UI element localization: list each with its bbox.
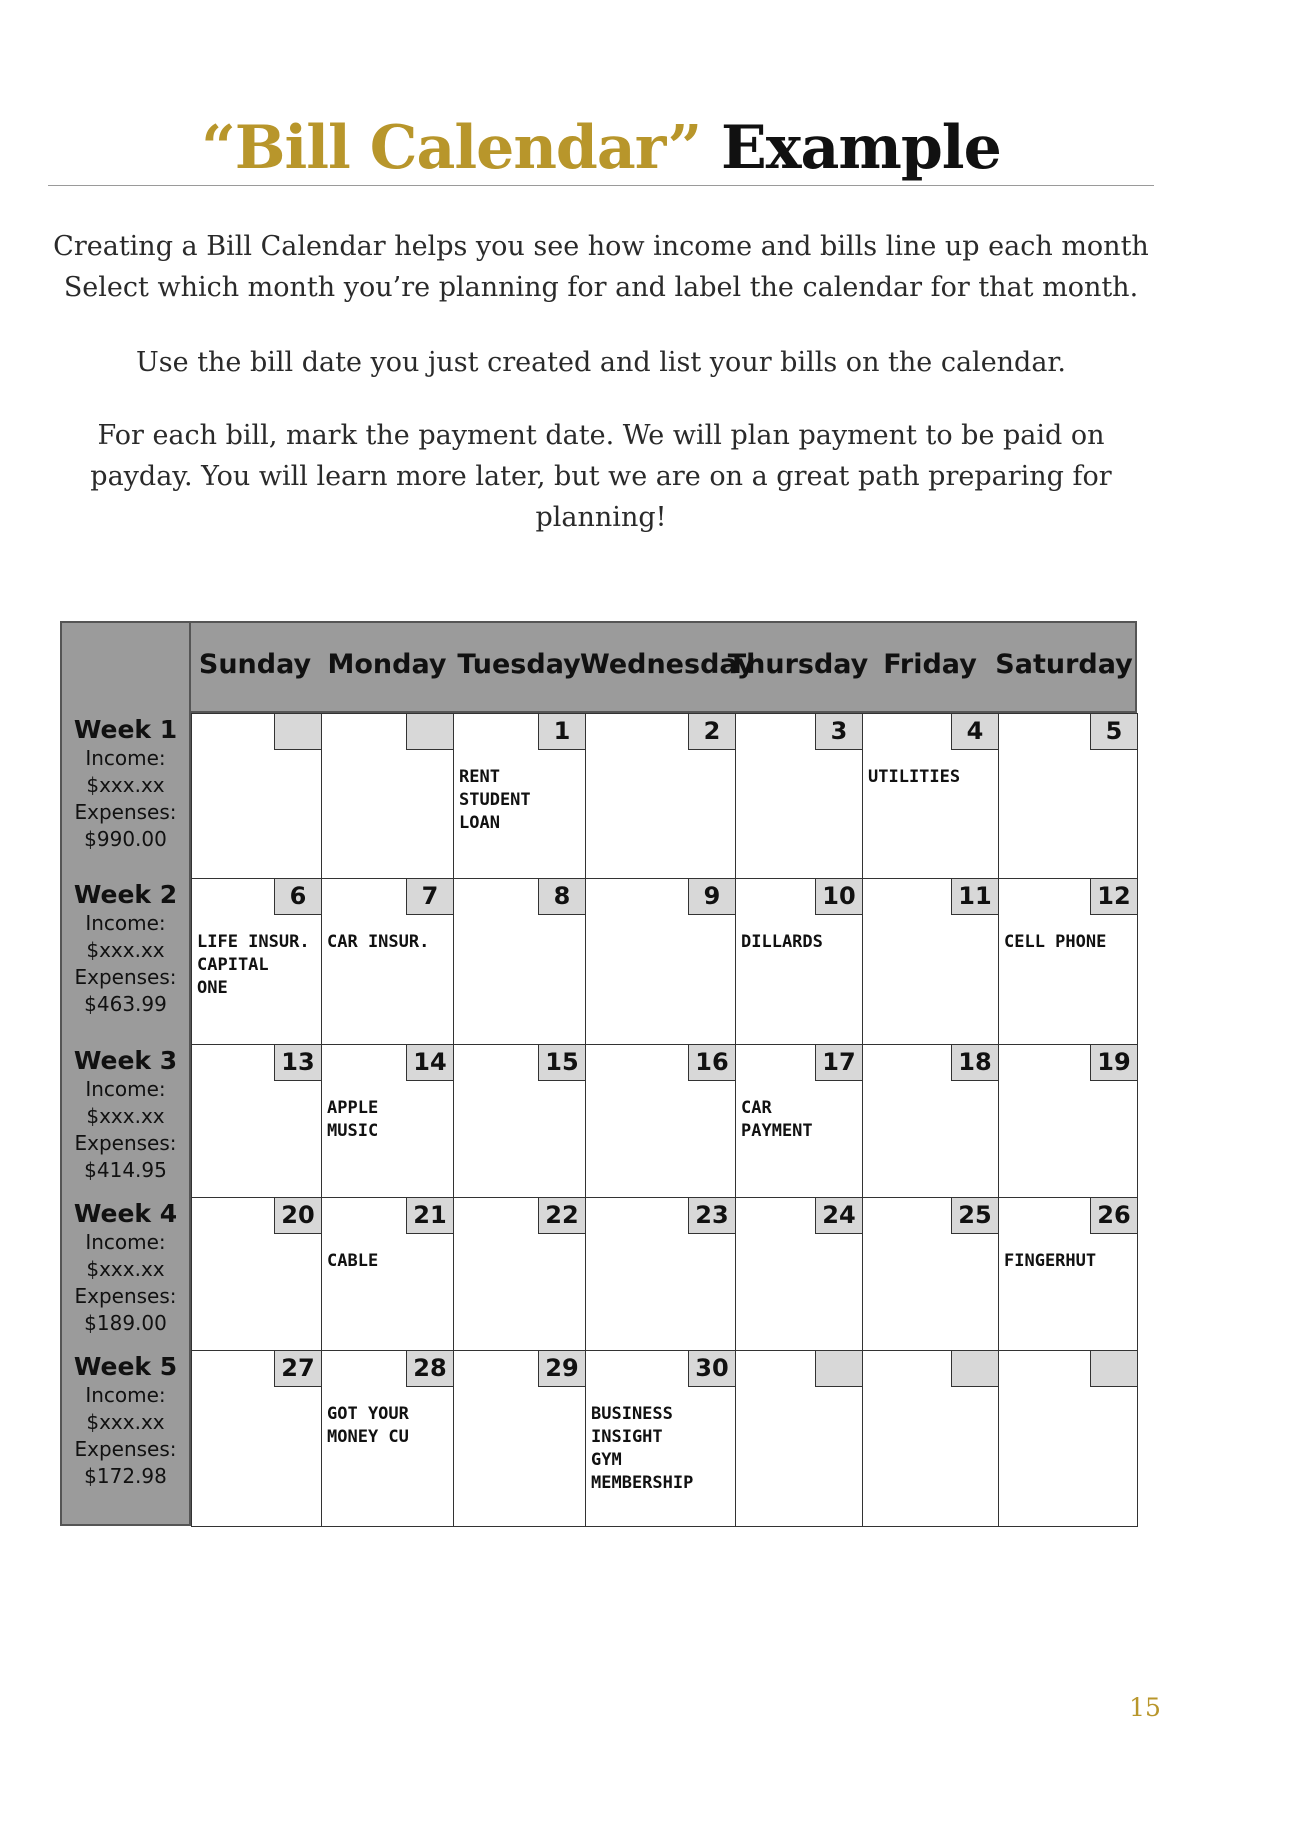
date-number: 24 — [815, 1198, 862, 1234]
day-header-2: Tuesday — [457, 649, 581, 680]
calendar-day-cell — [998, 1197, 1138, 1351]
bill-label: CAR INSUR. — [327, 932, 430, 952]
calendar-day-cell — [862, 878, 999, 1045]
income-value: $xxx.xx — [86, 938, 165, 962]
date-number: 25 — [951, 1198, 998, 1234]
income-label: Income: — [85, 911, 166, 935]
calendar-day-cell — [862, 1197, 999, 1351]
calendar-day-cell — [191, 878, 322, 1045]
week-label: Week 3 — [73, 1046, 178, 1075]
expenses-value: $414.95 — [84, 1158, 167, 1182]
calendar-day-cell — [321, 1044, 454, 1198]
day-header-5: Friday — [883, 649, 977, 680]
expenses-label: Expenses: — [74, 1131, 177, 1155]
date-number: 19 — [1090, 1045, 1137, 1081]
intro-paragraph-1-line-1: Creating a Bill Calendar helps you see how income and bills line up each month — [53, 231, 1149, 262]
title-rest: Example — [701, 113, 1001, 183]
calendar-day-cell — [453, 1350, 586, 1527]
income-value: $xxx.xx — [86, 1104, 165, 1128]
calendar-day-cell — [735, 713, 863, 879]
date-number: 5 — [1090, 714, 1137, 750]
date-number: 4 — [951, 714, 998, 750]
date-number: 17 — [815, 1045, 862, 1081]
date-number: 10 — [815, 879, 862, 915]
date-number: 28 — [406, 1351, 453, 1387]
date-number: 21 — [406, 1198, 453, 1234]
date-number — [815, 1351, 862, 1387]
bill-calendar — [60, 621, 1137, 1526]
bill-label: GOT YOUR MONEY CU — [327, 1404, 409, 1447]
calendar-day-cell — [735, 878, 863, 1045]
day-header-1: Monday — [327, 649, 447, 680]
bill-label: FINGERHUT — [1004, 1251, 1097, 1271]
intro-paragraph-2: Use the bill date you just created and list your bills on the calendar. — [136, 347, 1066, 378]
title-divider — [48, 185, 1154, 186]
date-number: 26 — [1090, 1198, 1137, 1234]
week-summary — [60, 1046, 191, 1184]
bill-label: LIFE INSUR. CAPITAL ONE — [197, 932, 310, 998]
week-label: Week 5 — [73, 1352, 178, 1381]
calendar-day-cell — [191, 1350, 322, 1527]
calendar-day-cell — [585, 878, 736, 1045]
bill-label: DILLARDS — [741, 932, 823, 952]
intro-paragraph-3: For each bill, mark the payment date. We will plan payment to be paid on payday. You will learn more later, but we are on a great path preparing for planning! — [90, 420, 1112, 533]
week-summary — [60, 880, 191, 1018]
calendar-day-cell — [998, 1350, 1138, 1527]
income-label: Income: — [85, 1383, 166, 1407]
date-number: 7 — [406, 879, 453, 915]
date-number: 20 — [274, 1198, 321, 1234]
calendar-day-cell — [191, 713, 322, 879]
date-number: 30 — [688, 1351, 735, 1387]
income-label: Income: — [85, 1230, 166, 1254]
expenses-label: Expenses: — [74, 800, 177, 824]
week-summary — [60, 1352, 191, 1490]
calendar-day-cell — [191, 1197, 322, 1351]
date-number: 27 — [274, 1351, 321, 1387]
expenses-value: $172.98 — [84, 1464, 167, 1488]
calendar-day-cell — [453, 713, 586, 879]
income-label: Income: — [85, 746, 166, 770]
bill-label: CELL PHONE — [1004, 932, 1107, 952]
calendar-day-cell — [453, 1044, 586, 1198]
date-number: 15 — [538, 1045, 585, 1081]
calendar-day-cell — [735, 1044, 863, 1198]
date-number: 6 — [274, 879, 321, 915]
calendar-day-cell — [585, 1197, 736, 1351]
week-label: Week 4 — [73, 1199, 178, 1228]
calendar-day-cell — [862, 713, 999, 879]
date-number — [274, 714, 321, 750]
day-header-3: Wednesday — [580, 649, 755, 680]
week-label: Week 1 — [73, 715, 178, 744]
date-number: 13 — [274, 1045, 321, 1081]
date-number: 18 — [951, 1045, 998, 1081]
calendar-day-cell — [585, 1350, 736, 1527]
date-number: 23 — [688, 1198, 735, 1234]
page-title — [48, 112, 1154, 184]
date-number — [406, 714, 453, 750]
date-number: 16 — [688, 1045, 735, 1081]
expenses-value: $990.00 — [84, 827, 167, 851]
calendar-day-cell — [321, 1197, 454, 1351]
calendar-day-cell — [862, 1044, 999, 1198]
page-number: 15 — [1129, 1693, 1161, 1722]
calendar-day-cell — [321, 878, 454, 1045]
date-number: 8 — [538, 879, 585, 915]
date-number: 2 — [688, 714, 735, 750]
date-number: 11 — [951, 879, 998, 915]
expenses-value: $463.99 — [84, 992, 167, 1016]
day-header-0: Sunday — [198, 649, 312, 680]
title-highlight: Bill Calendar — [234, 113, 668, 183]
calendar-day-cell — [321, 1350, 454, 1527]
date-number — [951, 1351, 998, 1387]
calendar-day-cell — [321, 713, 454, 879]
day-header-4: Thursday — [727, 649, 869, 680]
calendar-day-cell — [585, 1044, 736, 1198]
intro-paragraph-1 — [48, 226, 1154, 308]
title-close-quote: ” — [667, 113, 702, 183]
week-summary — [60, 715, 191, 853]
date-number: 1 — [538, 714, 585, 750]
income-value: $xxx.xx — [86, 1410, 165, 1434]
income-value: $xxx.xx — [86, 773, 165, 797]
week-summary — [60, 1199, 191, 1337]
expenses-label: Expenses: — [74, 1437, 177, 1461]
calendar-day-cell — [998, 1044, 1138, 1198]
bill-label: APPLE MUSIC — [327, 1098, 379, 1141]
expenses-value: $189.00 — [84, 1311, 167, 1335]
bill-label: BUSINESS INSIGHT GYM MEMBERSHIP — [591, 1404, 694, 1493]
calendar-day-cell — [735, 1350, 863, 1527]
bill-label: UTILITIES — [868, 767, 961, 787]
income-value: $xxx.xx — [86, 1257, 165, 1281]
calendar-day-cell — [735, 1197, 863, 1351]
calendar-day-cell — [191, 1044, 322, 1198]
date-number: 12 — [1090, 879, 1137, 915]
date-number: 29 — [538, 1351, 585, 1387]
intro-paragraph-1-line-2: Select which month you’re planning for and label the calendar for that month. — [63, 272, 1139, 303]
bill-label: CABLE — [327, 1251, 379, 1271]
date-number: 22 — [538, 1198, 585, 1234]
bill-label: CAR PAYMENT — [741, 1098, 813, 1141]
week-label: Week 2 — [73, 880, 178, 909]
date-number: 3 — [815, 714, 862, 750]
calendar-day-cell — [998, 878, 1138, 1045]
calendar-day-cell — [998, 713, 1138, 879]
calendar-day-cell — [585, 713, 736, 879]
expenses-label: Expenses: — [74, 1284, 177, 1308]
date-number — [1090, 1351, 1137, 1387]
date-number: 14 — [406, 1045, 453, 1081]
calendar-day-cell — [453, 878, 586, 1045]
expenses-label: Expenses: — [74, 965, 177, 989]
day-header-6: Saturday — [995, 649, 1133, 680]
title-open-quote: “ — [201, 113, 235, 183]
date-number: 9 — [688, 879, 735, 915]
bill-label: RENT STUDENT LOAN — [459, 767, 531, 833]
calendar-day-cell — [862, 1350, 999, 1527]
calendar-day-cell — [453, 1197, 586, 1351]
income-label: Income: — [85, 1077, 166, 1101]
